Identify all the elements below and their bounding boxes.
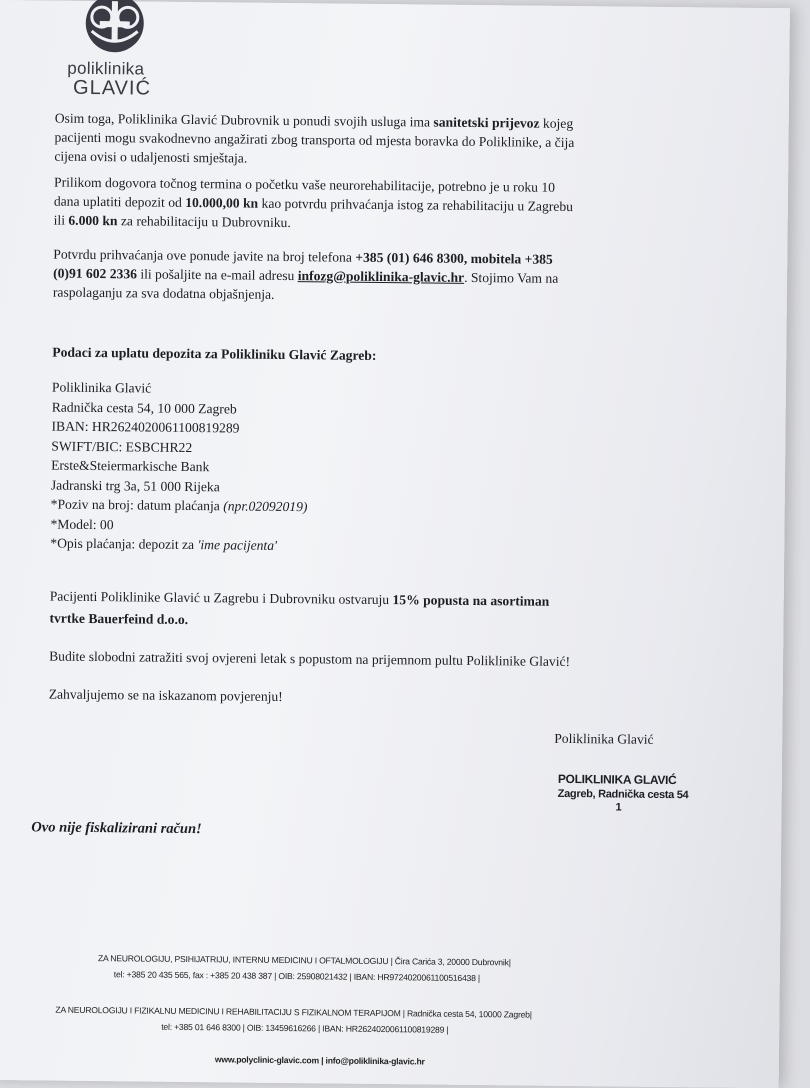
footer-separator: | — [318, 1055, 326, 1066]
discount-paragraph — [49, 586, 549, 635]
payment-heading: Podaci za uplatu depozita za Polikliniku Glavić Zagreb: — [52, 344, 377, 363]
footer-dubrovnik-contact: tel: +385 20 435 565, fax : +385 20 438 387 | OIB: 25908021432 | IBAN: HR9724020061100516438 | — [113, 969, 481, 984]
deposit-line1: Prilikom dogovora točnog termina o početku vaše neurorehabilitacije, potrebno je u roku 10 — [54, 174, 556, 195]
intro-line3: cijena ovisi o udaljenosti smještaja. — [54, 148, 248, 166]
deposit-text: dana uplatiti depozit od — [53, 193, 186, 210]
fiscal-note: Ovo nije fiskalizirani račun! — [31, 819, 202, 838]
phone-numbers: +385 (01) 646 8300, mobitela +385 — [355, 249, 553, 267]
payment-line: Erste&Steiermarkische Bank — [51, 457, 210, 475]
logo-text-line1: poliklinika — [67, 58, 145, 79]
poliklinika-logo-icon — [73, 0, 156, 58]
discount-company: tvrtke Bauerfeind d.o.o. — [49, 610, 189, 628]
confirm-line3: raspolaganju za sva dodatna objašnjenja. — [52, 284, 275, 302]
intro-paragraph — [54, 109, 574, 171]
thanks-text: Zahvaljujemo se na iskazanom povjerenju! — [48, 686, 283, 704]
opis-value: 'ime pacijenta' — [197, 537, 278, 553]
footer-email[interactable]: info@poliklinika-glavic.hr — [325, 1055, 425, 1067]
logo-text-line2: GLAVIĆ — [72, 76, 152, 100]
payment-line: Poliklinika Glavić — [51, 379, 152, 396]
deposit-amount-zagreb: 10.000,00 kn — [185, 194, 259, 211]
discount-text: Pacijenti Poliklinike Glavić u Zagrebu i Dubrovniku ostvaruju — [49, 588, 393, 608]
payment-details — [50, 378, 309, 556]
payment-line: SWIFT/BIC: ESBCHR22 — [51, 438, 193, 455]
opis-label: *Opis plaćanja: depozit za — [50, 535, 198, 553]
intro-line2: pacijenti mogu svakodnevno angažirati zbog transporta od mjesta boravka do Poliklinike, a čija — [54, 129, 575, 151]
confirm-text-2: ili pošaljite na e-mail adresu — [136, 266, 298, 284]
stamp-line2: Zagreb, Radnička cesta 54 — [557, 787, 689, 802]
mobile-number: (0)91 602 2336 — [53, 265, 138, 282]
logo — [65, 0, 166, 106]
payment-line: Radnička cesta 54, 10 000 Zagreb — [51, 399, 237, 417]
poziv-example: (npr.02092019) — [223, 498, 308, 515]
email-link[interactable]: infozg@poliklinika-glavic.hr — [297, 268, 465, 285]
payment-line: IBAN: HR2624020061100819289 — [51, 418, 240, 436]
deposit-paragraph — [54, 173, 574, 235]
intro-text-end: kojeg — [539, 115, 574, 132]
footer-zagreb-title: ZA NEUROLOGIJU I FIZIKALNU MEDICINU I REHABILITACIJU S FIZIKALNOM TERAPIJOM | Radnička cesta 54, 10000 Zagreb| — [55, 1004, 532, 1020]
footer-zagreb-contact: tel: +385 01 646 8300 | OIB: 13459616266 | IBAN: HR2624020061100819289 | — [161, 1021, 449, 1035]
confirm-text: Potvrdu prihvaćanja ove ponude javite na broj telefona — [53, 246, 356, 265]
discount-amount: 15% popusta na asortiman — [392, 592, 550, 609]
footer-dubrovnik-title: ZA NEUROLOGIJU, PSIHIJATRIJU, INTERNU MEDICINU I OFTALMOLOGIJU | Čira Carića 3, 20000 Dubrovnik| — [97, 953, 511, 968]
footer-web-line — [215, 1054, 425, 1066]
signature: Poliklinika Glavić — [554, 730, 654, 747]
deposit-amount-dubrovnik: 6.000 kn — [68, 212, 118, 229]
footer-website[interactable]: www.polyclinic-glavic.com — [214, 1054, 320, 1066]
stamp-line3: 1 — [615, 801, 622, 814]
stamp-line1: POLIKLINIKA GLAVIĆ — [557, 771, 677, 788]
confirm-paragraph — [53, 245, 559, 307]
payment-line: Jadranski trg 3a, 51 000 Rijeka — [50, 477, 220, 494]
poziv-label: *Poziv na broj: datum plaćanja — [50, 496, 224, 514]
intro-text: Osim toga, Poliklinika Glavić Dubrovnik u ponudi svojih usluga ima — [54, 110, 434, 130]
deposit-text-2: kao potvrdu prihvaćanja istog za rehabilitaciju u Zagrebu — [258, 195, 574, 215]
leaflet-text: Budite slobodni zatražiti svoj ovjereni letak s popustom na prijemnom pultu Poliklinike Glavić! — [49, 648, 571, 670]
deposit-text-3: ili — [53, 212, 69, 228]
deposit-text-4: za rehabilitaciju u Dubrovniku. — [117, 213, 291, 231]
model-line: *Model: 00 — [50, 516, 114, 532]
confirm-text-3: . Stojimo Vam na — [464, 269, 559, 286]
intro-bold: sanitetski prijevoz — [433, 114, 540, 131]
